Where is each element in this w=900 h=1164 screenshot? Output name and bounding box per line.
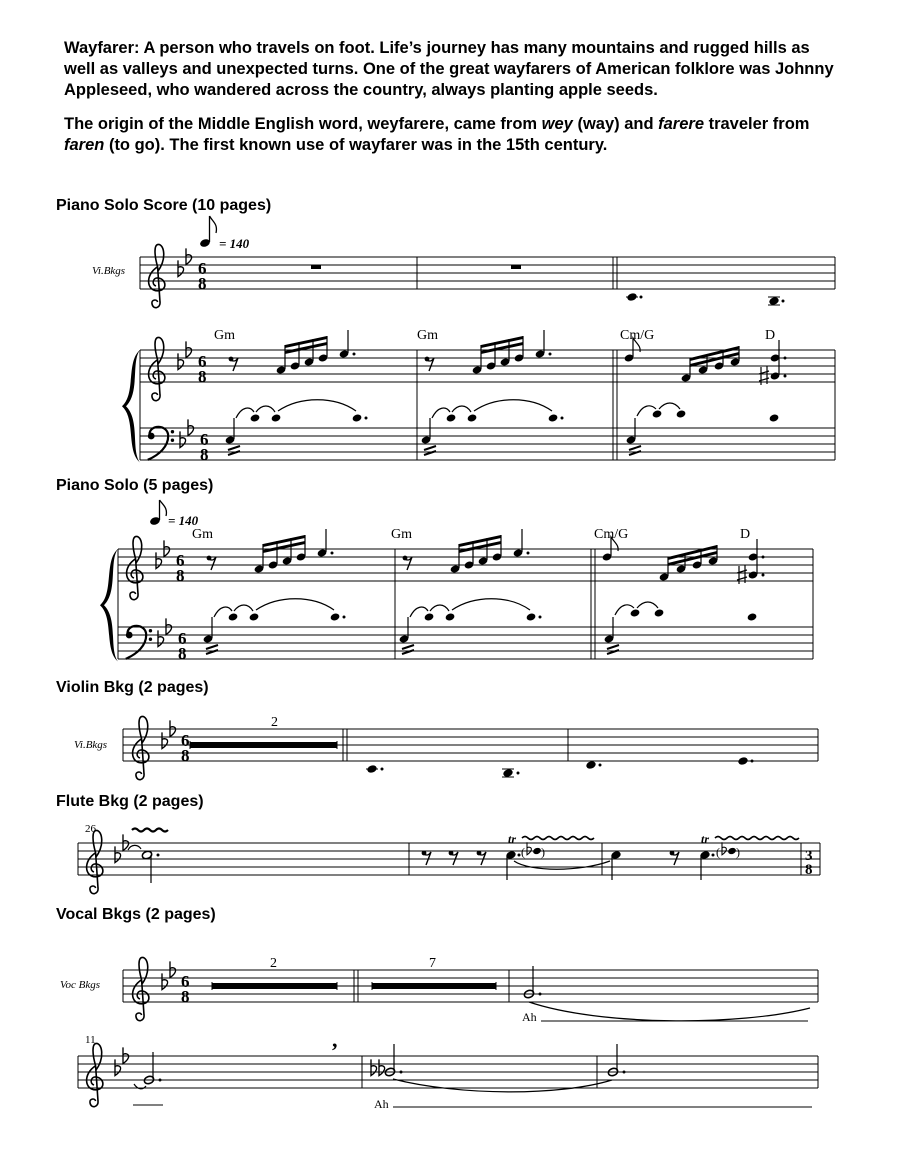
score-chord-3: Cm/G xyxy=(620,328,655,343)
score-time-top: 6 xyxy=(198,259,207,278)
score-chords xyxy=(214,328,775,343)
section-title-flute-bkg: Flute Bkg (2 pages) xyxy=(56,793,204,810)
piano-solo-grand-staff xyxy=(100,529,813,663)
piano-solo-tempo-mark xyxy=(149,500,199,528)
flute-trill-2: tr xyxy=(701,832,710,846)
intro-p2-farere: farere xyxy=(658,115,704,133)
svg-text:8: 8 xyxy=(181,746,190,765)
vocal-lyric-2: Ah xyxy=(374,1097,389,1111)
svg-text:8: 8 xyxy=(178,644,187,663)
svg-text:Cm/G: Cm/G xyxy=(594,527,629,542)
svg-text:6: 6 xyxy=(178,629,187,648)
vocal-breath-mark: , xyxy=(332,1027,338,1052)
vocal-multirest-1: 2 xyxy=(270,956,277,971)
flute-end-time-bottom: 8 xyxy=(805,862,813,878)
flute-end-time-top: 3 xyxy=(805,848,813,864)
intro-p2-part4: (to go). The first known use of wayfarer was in the 15th century. xyxy=(104,136,608,154)
svg-text:): ) xyxy=(541,845,545,859)
vocal-multirest-2: 7 xyxy=(429,956,436,971)
svg-text:6: 6 xyxy=(181,731,190,750)
score-tempo-text: = 140 xyxy=(219,236,250,251)
section-title-piano-solo: Piano Solo (5 pages) xyxy=(56,477,214,494)
intro-p2-part3: traveler from xyxy=(704,115,810,133)
violin-bkg-staff xyxy=(74,715,818,780)
score-time-bottom: 8 xyxy=(198,274,207,293)
intro-p2-part1: The origin of the Middle English word, weyfarere, came from xyxy=(64,115,542,133)
vocal-measure-number: 11 xyxy=(85,1034,96,1046)
svg-text:): ) xyxy=(736,845,740,859)
svg-text:Gm: Gm xyxy=(192,527,213,542)
svg-text:Gm: Gm xyxy=(391,527,412,542)
intro-p2-wey: wey xyxy=(541,115,573,133)
section-title-piano-solo-score: Piano Solo Score (10 pages) xyxy=(56,197,272,214)
svg-text:6: 6 xyxy=(176,551,185,570)
vocal-bkgs-staff-1 xyxy=(60,956,818,1024)
svg-text:8: 8 xyxy=(200,445,209,464)
score-chord-4: D xyxy=(765,328,776,343)
svg-text:Vi.Bkgs: Vi.Bkgs xyxy=(74,739,108,751)
intro-p2-part2: (way) and xyxy=(572,115,659,133)
vocal-lyric-1: Ah xyxy=(522,1010,537,1024)
svg-text:6: 6 xyxy=(200,430,209,449)
vocal-bkgs-staff-2 xyxy=(78,1027,818,1111)
score-chord-1: Gm xyxy=(214,328,235,343)
svg-text:(: ( xyxy=(716,845,720,859)
score-staff-violin xyxy=(140,244,835,307)
intro-paragraph-1: Wayfarer: A person who travels on foot. Life’s journey has many mountains and rugged hills as well as valleys and unexpected turns. One of the great wayfarers of American folklore was Johnny Appleseed, who wandered across the country, always planting apple seeds. xyxy=(64,39,834,99)
score-tempo-mark xyxy=(199,216,250,251)
svg-text:8: 8 xyxy=(198,367,207,386)
violin-multirest-count: 2 xyxy=(271,715,278,730)
section-title-vocal-bkgs: Vocal Bkgs (2 pages) xyxy=(56,906,216,923)
flute-trill-1: tr xyxy=(508,832,517,846)
flute-measure-number: 26 xyxy=(85,823,96,835)
score-piano-grand-staff xyxy=(122,330,835,464)
flute-bkg-staff xyxy=(78,823,820,894)
svg-text:6: 6 xyxy=(198,352,207,371)
score-vi-bkgs-label: Vi.Bkgs xyxy=(92,265,126,277)
section-title-violin-bkg: Violin Bkg (2 pages) xyxy=(56,679,209,696)
svg-text:D: D xyxy=(740,527,751,542)
svg-text:(: ( xyxy=(521,845,525,859)
intro-p2-faren: faren xyxy=(64,136,105,154)
svg-text:6: 6 xyxy=(181,972,190,991)
piano-solo-chords xyxy=(192,527,750,542)
svg-text:= 140: = 140 xyxy=(168,513,199,528)
vocal-bkgs-label: Voc Bkgs xyxy=(60,979,101,991)
svg-text:8: 8 xyxy=(176,566,185,585)
svg-text:8: 8 xyxy=(181,987,190,1006)
score-chord-2: Gm xyxy=(417,328,438,343)
